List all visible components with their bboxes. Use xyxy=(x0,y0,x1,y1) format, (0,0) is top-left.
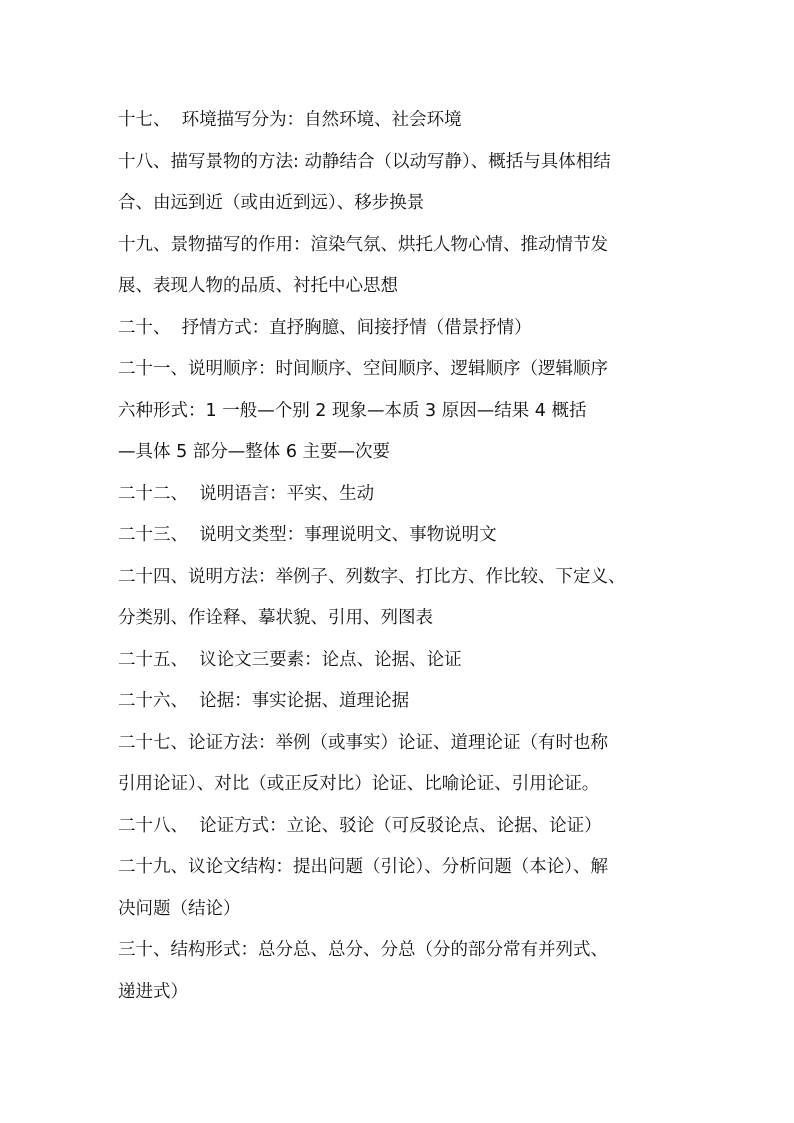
text-line-10: 二十二、 说明语言：平实、生动 xyxy=(118,483,375,504)
text-line-16: 二十七、论证方法：举例（或事实）论证、道理论证（有时也称 xyxy=(118,732,608,753)
text-line-9: —具体 5 部分—整体 6 主要—次要 xyxy=(118,442,391,462)
text-line-15: 二十六、 论据：事实论据、道理论据 xyxy=(118,691,410,711)
text-line-22: 递进式） xyxy=(118,981,188,1002)
text-line-11: 二十三、 说明文类型：事理说明文、事物说明文 xyxy=(118,525,497,545)
text-line-1: 十七、 环境描写分为：自然环境、社会环境 xyxy=(118,110,462,130)
text-line-17: 引用论证）、对比（或正反对比）论证、比喻论证、引用论证。 xyxy=(118,774,600,794)
document-body xyxy=(118,100,688,1013)
text-line-21: 三十、结构形式：总分总、总分、分总（分的部分常有并列式、 xyxy=(118,940,608,960)
text-line-20: 决问题（结论） xyxy=(118,898,241,919)
text-line-4: 十九、景物描写的作用：渲染气氛、烘托人物心情、推动情节发 xyxy=(118,234,608,255)
text-line-14: 二十五、 议论文三要素：论点、论据、论证 xyxy=(118,649,462,670)
text-line-8: 六种形式：1 一般—个别 2 现象—本质 3 原因—结果 4 概括 xyxy=(118,400,587,421)
text-line-12: 二十四、说明方法：举例子、列数字、打比方、作比较、下定义、 xyxy=(118,566,626,587)
text-line-13: 分类别、作诠释、摹状貌、引用、列图表 xyxy=(118,608,433,628)
text-line-3: 合、由远到近（或由近到远）、移步换景 xyxy=(118,193,425,213)
text-line-19: 二十九、议论文结构：提出问题（引论）、分析问题（本论）、解 xyxy=(118,857,608,877)
text-line-18: 二十八、 论证方式：立论、驳论（可反驳论点、论据、论证） xyxy=(118,815,602,836)
text-line-7: 二十一、说明顺序：时间顺序、空间顺序、逻辑顺序（逻辑顺序 xyxy=(118,359,608,379)
text-line-2: 十八、描写景物的方法: 动静结合（以动写静）、概括与具体相结 xyxy=(118,151,611,172)
text-line-5: 展、表现人物的品质、衬托中心思想 xyxy=(118,276,398,296)
text-line-6: 二十、 抒情方式：直抒胸臆、间接抒情（借景抒情） xyxy=(118,317,532,338)
